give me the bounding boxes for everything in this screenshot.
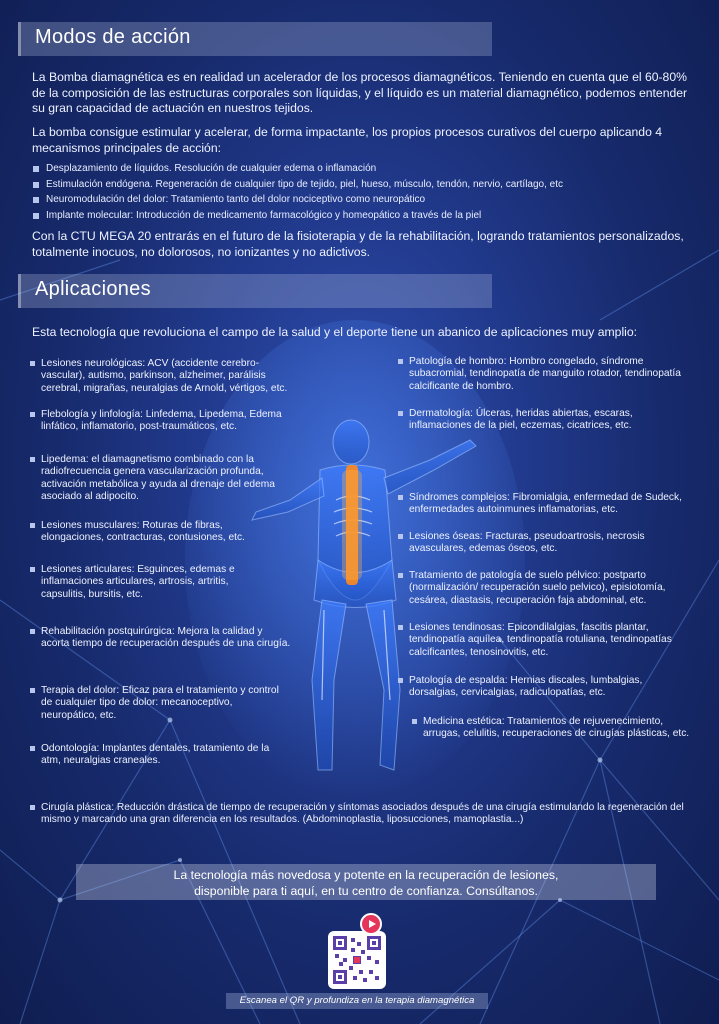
aplicaciones-intro-paragraph: Esta tecnología que revoluciona el campo de la salud y el deporte tiene un abanico de aplicaciones muy amplio: [32, 325, 638, 339]
application-item: Patología de espalda: Hernias discales, lumbalgias, dorsalgias, cervicalgias, radiculopatías, etc. [398, 675, 668, 700]
application-item-cirugia-plastica: Cirugía plástica: Reducción drástica de tiempo de recuperación y síntomas asociados después de una cirugía estimulando la regeneración del mismo y marcando una gran diferencia en los resultados. (Abdominoplastia, liposucciones, mamoplastia...) [30, 802, 700, 827]
application-item: Lesiones musculares: Roturas de fibras, elongaciones, contracturas, contusiones, etc. [30, 520, 285, 545]
application-item: Rehabilitación postquirúrgica: Mejora la calidad y acorta tiempo de recuperación después de una cirugía. [30, 626, 292, 651]
mechanism-item: Neuromodulación del dolor: Tratamiento tanto del dolor nociceptivo como neuropático [32, 192, 692, 208]
section-header-aplicaciones [18, 274, 492, 308]
mechanisms-intro-paragraph: La bomba consigue estimular y acelerar, de forma impactante, los propios procesos curativos del cuerpo aplicando 4 mecanismos principales de acción: [32, 125, 663, 155]
modos-intro-paragraph: La Bomba diamagnética es en realidad un acelerador de los procesos diamagnéticos. Teniendo en cuenta que el 60-80% de la composición de las estructuras corporales son líquidas, y el líquido es un material diamagnético, podemos entender su gran capacidad de actuación en nuestros tejidos. [32, 70, 688, 115]
section-title-modos: Modos de acción [35, 26, 191, 48]
application-item: Dermatología: Úlceras, heridas abiertas, escaras, inflamaciones de la piel, eczemas, cicatrices, etc. [398, 408, 678, 433]
qr-code[interactable] [328, 931, 386, 989]
mechanisms-list [32, 161, 692, 223]
application-item: Terapia del dolor: Eficaz para el tratamiento y control de cualquier tipo de dolor: mecanoceptivo, neuropático, etc. [30, 685, 280, 722]
application-item: Lipedema: el diamagnetismo combinado con la radiofrecuencia genera vascularización profunda, activación metabólica y ayuda al drenaje del edema asociado al adipocito. [30, 454, 300, 503]
application-item: Lesiones óseas: Fracturas, pseudoartrosis, necrosis avasculares, edemas óseos, etc. [398, 531, 658, 556]
application-item: Medicina estética: Tratamientos de rejuvenecimiento, arrugas, celulitis, recuperaciones de cirugías plásticas, etc. [412, 716, 702, 741]
cta-banner [76, 864, 656, 900]
spine-highlight [342, 465, 362, 585]
application-item: Tratamiento de patología de suelo pélvico: postparto (normalización/ recuperación suelo pelvico), episiotomía, cesárea, diastasis, recuperación faja abdominal, etc. [398, 570, 698, 607]
qr-code-pattern-icon [333, 936, 381, 984]
cta-line-1: La tecnología más novedosa y potente en la recuperación de lesiones, [173, 868, 559, 882]
mechanism-item: Implante molecular: Introducción de medicamento farmacológico y homeopático a través de la piel [32, 208, 692, 224]
application-item: Patología de hombro: Hombro congelado, síndrome subacromial, tendinopatía de manguito rotador, tendinopatía calcificante de hombro. [398, 356, 688, 393]
application-item: Lesiones articulares: Esguinces, edemas e inflamaciones articulares, artrosis, artritis, capsulitis, bursitis, etc. [30, 564, 275, 601]
mechanism-item: Estimulación endógena. Regeneración de cualquier tipo de tejido, piel, hueso, músculo, tendón, nervio, cartílago, etc [32, 177, 692, 193]
qr-caption: Escanea el QR y profundiza en la terapia diamagnética [226, 993, 488, 1009]
mechanism-item: Desplazamiento de líquidos. Resolución de cualquier edema o inflamación [32, 161, 692, 177]
application-item: Flebología y linfología: Linfedema, Lipedema, Edema linfático, inflamatorio, post-traumáticos, etc. [30, 409, 308, 434]
application-item: Síndromes complejos: Fibromialgia, enfermedad de Sudeck, enfermedades autoinmunes inflamatorias, etc. [398, 492, 688, 517]
cta-line-2: disponible para ti aquí, en tu centro de confianza. Consúltanos. [194, 884, 538, 898]
application-item: Lesiones neurológicas: ACV (accidente cerebro-vascular), autismo, parkinson, alzheimer, parálisis cerebral, migrañas, neuralgias de Arnold, vértigos, etc. [30, 358, 300, 395]
application-item: Lesiones tendinosas: Epicondilalgias, fascitis plantar, tendinopatía aquílea, tendinopatía rotuliana, tendinopatías calcificantes, tenosinovitis, etc. [398, 622, 688, 659]
section-title-aplicaciones: Aplicaciones [35, 278, 151, 300]
application-item: Odontología: Implantes dentales, tratamiento de la atm, neuralgias craneales. [30, 743, 270, 768]
video-play-icon [360, 913, 382, 935]
modos-closing-paragraph: Con la CTU MEGA 20 entrarás en el futuro de la fisioterapia y de la rehabilitación, logrando tratamientos personalizados, totalmente inocuos, no dolorosos, no ionizantes y no adictivos. [32, 229, 684, 259]
section-header-modos [18, 22, 492, 56]
